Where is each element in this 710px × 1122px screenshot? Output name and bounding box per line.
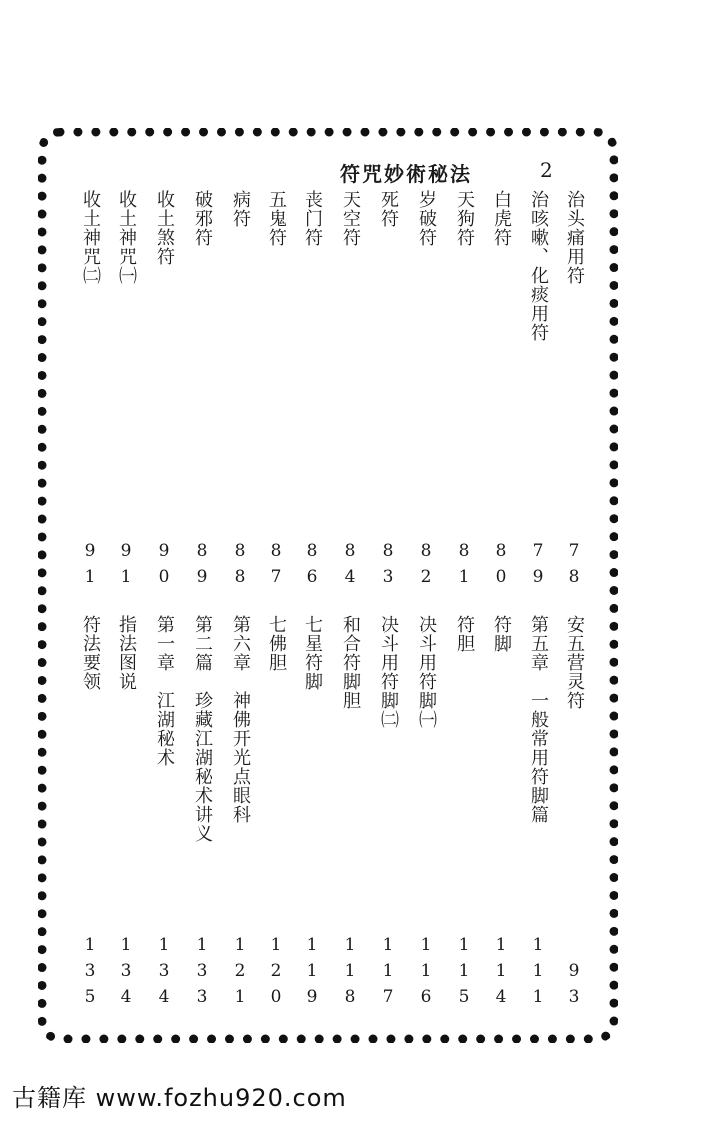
bottom_entries-entry-page: 1 3 3 <box>196 935 208 1007</box>
bottom_entries-entry-title: 指法图说 <box>116 615 137 691</box>
bottom_entries-entry-page: 1 1 8 <box>344 935 356 1007</box>
top_entries-entry-page: 8 8 <box>234 541 246 587</box>
top_entries-entry-title: 治头痛用符 <box>564 190 585 285</box>
bottom_entries-entry-page: 1 1 1 <box>532 935 544 1007</box>
bottom_entries-entry-title: 符法要领 <box>80 615 101 691</box>
top_entries-entry-page: 7 8 <box>568 541 580 587</box>
top_entries-entry-page: 8 0 <box>495 541 507 587</box>
top_entries-entry-title: 收土煞符 <box>154 190 175 266</box>
page-number: 2 <box>540 158 553 182</box>
bottom_entries-entry-title: 决斗用符脚㈡ <box>378 615 399 729</box>
top_entries-entry-title: 岁破符 <box>416 190 437 247</box>
bottom_entries-entry-page: 1 1 9 <box>306 935 318 1007</box>
bottom_entries-entry-page: 1 1 5 <box>458 935 470 1007</box>
watermark-url: www.fozhu920.com <box>95 1084 347 1112</box>
top_entries-entry-page: 9 1 <box>120 541 132 587</box>
top_entries-entry-title: 病符 <box>230 190 251 228</box>
bottom_entries-entry-page: 9 3 <box>568 961 580 1007</box>
top_entries-entry-title: 死符 <box>378 190 399 228</box>
bottom_entries-entry-page: 1 1 7 <box>382 935 394 1007</box>
bottom_entries-entry-title: 第五章 一般常用符脚篇 <box>528 615 549 824</box>
top_entries-entry-page: 9 1 <box>84 541 96 587</box>
bottom_entries-entry-page: 1 1 6 <box>420 935 432 1007</box>
bottom_entries-entry-page: 1 2 0 <box>270 935 282 1007</box>
bottom_entries-entry-title: 安五营灵符 <box>564 615 585 710</box>
book-title: 符咒妙術秘法 <box>340 162 472 186</box>
top_entries-entry-title: 破邪符 <box>192 190 213 247</box>
top_entries-entry-page: 8 9 <box>196 541 208 587</box>
bottom_entries-entry-title: 第六章 神佛开光点眼科 <box>230 615 251 824</box>
bottom_entries-entry-title: 和合符脚胆 <box>340 615 361 710</box>
top_entries-entry-page: 9 0 <box>158 541 170 587</box>
watermark <box>12 1078 347 1113</box>
bottom_entries-entry-page: 1 1 4 <box>495 935 507 1007</box>
bottom_entries-entry-page: 1 2 1 <box>234 935 246 1007</box>
top_entries-entry-title: 收土神咒㈡ <box>80 190 101 285</box>
bottom_entries-entry-page: 1 3 4 <box>120 935 132 1007</box>
top_entries-entry-page: 8 3 <box>382 541 394 587</box>
top_entries-entry-title: 天狗符 <box>454 190 475 247</box>
top_entries-entry-title: 白虎符 <box>491 190 512 247</box>
top_entries-entry-page: 8 6 <box>306 541 318 587</box>
top_entries-entry-title: 五鬼符 <box>266 190 287 247</box>
top_entries-entry-title: 丧门符 <box>302 190 323 247</box>
bottom_entries-entry-title: 第二篇 珍藏江湖秘术讲义 <box>192 615 213 843</box>
bottom_entries-entry-title: 符脚 <box>491 615 512 653</box>
top_entries-entry-page: 8 1 <box>458 541 470 587</box>
bottom_entries-entry-title: 符胆 <box>454 615 475 653</box>
bottom_entries-entry-title: 七佛胆 <box>266 615 287 672</box>
bottom_entries-entry-title: 决斗用符脚㈠ <box>416 615 437 729</box>
top_entries-entry-page: 7 9 <box>532 541 544 587</box>
bottom_entries-entry-title: 第一章 江湖秘术 <box>154 615 175 767</box>
top_entries-entry-page: 8 2 <box>420 541 432 587</box>
top_entries-entry-page: 8 7 <box>270 541 282 587</box>
bottom_entries-entry-page: 1 3 4 <box>158 935 170 1007</box>
top_entries-entry-page: 8 4 <box>344 541 356 587</box>
top_entries-entry-title: 天空符 <box>340 190 361 247</box>
bottom_entries-entry-title: 七星符脚 <box>302 615 323 691</box>
watermark-site-name: 古籍库 <box>12 1084 87 1112</box>
bottom_entries-entry-page: 1 3 5 <box>84 935 96 1007</box>
top_entries-entry-title: 治咳嗽、化痰用符 <box>528 190 549 342</box>
top_entries-entry-title: 收土神咒㈠ <box>116 190 137 285</box>
